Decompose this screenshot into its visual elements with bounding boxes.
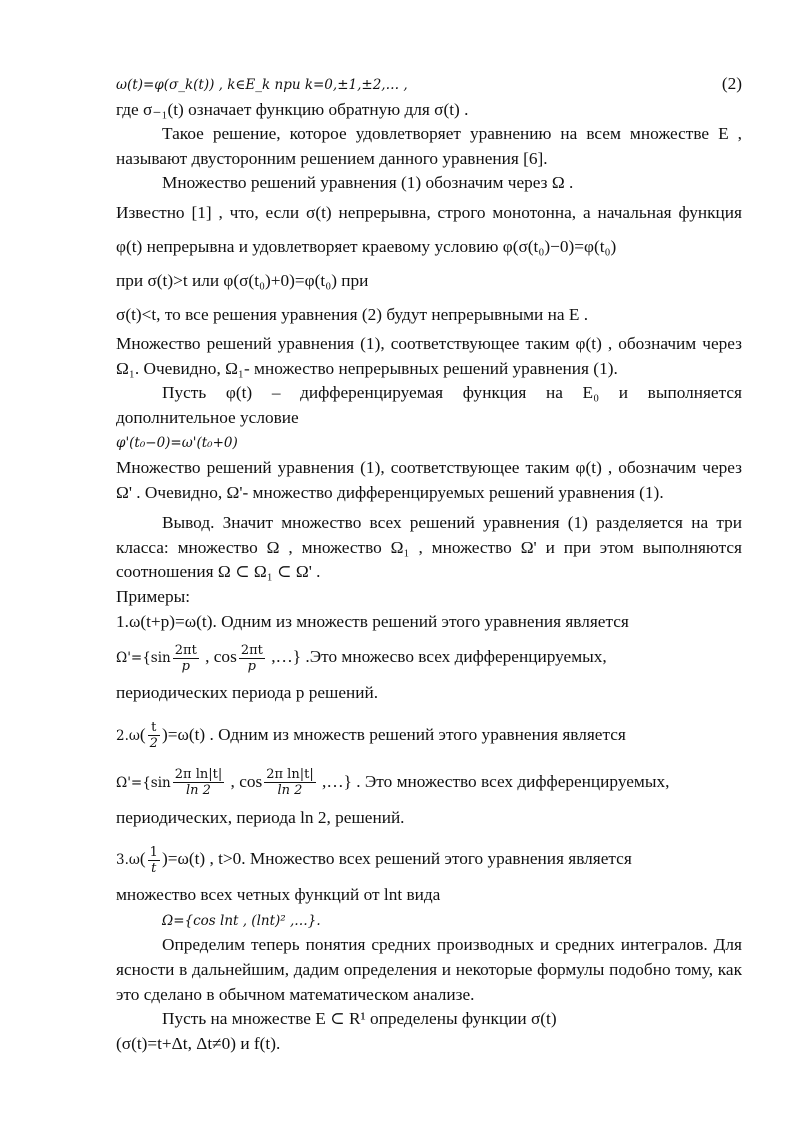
derivative-condition: φ'(t₀−0)=ω'(t₀+0) [116,435,238,452]
equation-2-number: (2) [721,74,742,93]
document-page [116,72,742,1056]
fraction: $\frac{2\pi t}{p}$ [240,642,263,674]
continuous-solutions-paragraph: Множество решений уравнения (1), соответствующее таким φ(t) , обозначим через Ω₁. Очевидно, Ω₁- множество непрерывных решений уравнения (1). [116,333,742,378]
fraction: $\frac{\text{2π ln|t|}}{\ln 2}$ [174,767,223,799]
example-1-equation: 1.ω(t+p)=ω(t). Одним из множеств решений этого уравнения является [116,611,629,631]
example-1-set: Ω'={sin $\frac{2\pi t}{p}$ , cos $\frac{2\pi t}{p}$ ,…} .Это множесво всех дифференцируемых, [116,642,607,674]
fraction: $\frac{\text{2π ln|t|}}{\ln 2}$ [266,767,314,799]
differentiable-solutions-paragraph: Множество решений уравнения (1), соответствующее таким φ(t) , обозначим через Ω' . Очевидно, Ω'- множество дифференцируемых решений уравнения (1). [116,457,742,502]
equation-2-formula: ω(t)=φ(σ_k(t)) , k∈E_k при k=0,±1,±2,… , [116,77,408,93]
example-2-description: периодических, периода ln 2, решений. [116,807,405,827]
continuity-paragraph-end: σ(t)<t, то все решения уравнения (2) будут непрерывными на E . [116,304,589,324]
example-3-description: множество всех четных функций от lnt вида [116,885,441,905]
continuity-paragraph: Известно [1] , что, если σ(t) непрерывна, строго монотонна, а начальная функция φ(t) непрерывна и удовлетворяет краевому условию φ(σ(t₀)−0)=φ(t₀) [116,202,742,256]
function-definition-cont: (σ(t)=t+Δt, Δt≠0) и f(t). [116,1033,281,1053]
solution-set-paragraph: Множество решений уравнения (1) обозначим через Ω . [162,173,574,193]
fraction: $\frac{t}{2}$ [149,720,158,752]
equation-2 [116,72,742,98]
differentiable-function-paragraph: Пусть φ(t) – дифференцируемая функция на E₀ и выполняется дополнительное условие [116,383,742,427]
fraction: $\frac{2\pi t}{p}$ [174,642,197,674]
fraction: $\frac{1}{t}$ [149,844,158,876]
mean-derivatives-paragraph: Определим теперь понятия средних производных и средних интегралов. Для ясности в дальнейшим, дадим определения и некоторые формулы подобно тому, как это сделано в обычном математическом анализе. [116,935,742,1004]
example-3-equation: 3.ω( $\frac{1}{t}$ )=ω(t) , t>0. Множество всех решений этого уравнения является [116,844,632,876]
example-2-set: Ω'={sin $\frac{\text{2π ln|t|}}{\ln 2}$ , cos $\frac{\text{2π ln|t|}}{\ln 2}$ ,…} . Это множество всех дифференцируемых, [116,767,670,799]
examples-heading: Примеры: [116,586,191,606]
continuity-paragraph-cont: при σ(t)>t или φ(σ(t₀)+0)=φ(t₀) при [116,270,369,290]
example-3-set: Ω={cos lnt , (lnt)² ,…}. [162,912,321,929]
conclusion-paragraph: Вывод. Значит множество всех решений уравнения (1) разделяется на три класса: множество Ω , множество Ω₁ , множество Ω' и при этом выполняются соотношения Ω ⊂ Ω₁ ⊂ Ω' . [116,513,742,582]
two-sided-solution-paragraph: Такое решение, которое удовлетворяет уравнению на всем множестве E , называют двусторонним решением данного уравнения [6]. [116,124,742,168]
example-1-description: периодических периода p решений. [116,683,379,703]
example-2-equation: 2.ω( $\frac{t}{2}$ )=ω(t) . Одним из множеств решений этого уравнения является [116,720,626,752]
function-definition-paragraph: Пусть на множестве E ⊂ R¹ определены функции σ(t) [162,1009,557,1029]
inverse-function-note: где σ₋₁(t) означает функцию обратную для σ(t) . [116,99,469,119]
